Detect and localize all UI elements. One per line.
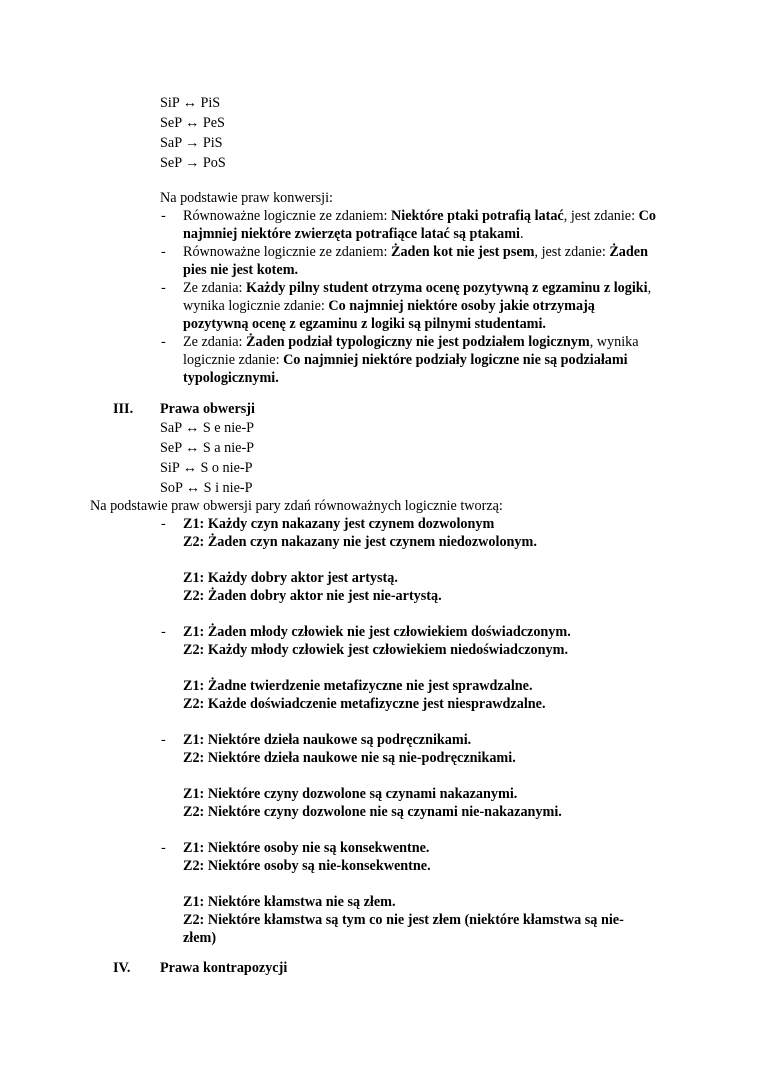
sentence-pair: Z1: Żadne twierdzenie metafizyczne nie jest sprawdzalne. Z2: Każde doświadczenie metafizyczne jest niesprawdzalne. [183, 678, 546, 712]
conversion-formulas [160, 93, 226, 173]
formula-line: SaP → PiS [160, 135, 223, 151]
formula-line: SiP ↔ PiS [160, 95, 221, 111]
pair-group [160, 515, 650, 605]
formula-line: SeP ↔ S a nie-P [160, 440, 255, 456]
sentence-pair: Z1: Niektóre dzieła naukowe są podręcznikami. Z2: Niektóre dzieła naukowe nie są nie-podręcznikami. [183, 732, 516, 766]
conversion-intro: Na podstawie praw konwersji: [160, 190, 333, 206]
obversion-formulas [160, 418, 254, 498]
sentence-pair: Z1: Niektóre kłamstwa nie są złem. Z2: Niektóre kłamstwa są tym co nie jest złem (niektóre kłamstwa są nie-złem) [183, 894, 624, 946]
list-dash: - [161, 244, 166, 260]
pair-group [160, 839, 650, 947]
sentence-pair: Z1: Żaden młody człowiek nie jest człowiekiem doświadczonym. Z2: Każdy młody człowiek jest człowiekiem niedoświadczonym. [183, 624, 571, 658]
section-number: III. [113, 401, 134, 417]
conversion-item: - Równoważne logicznie ze zdaniem: Żaden kot nie jest psem, jest zdanie: Żaden pies nie jest kotem. [161, 244, 648, 278]
list-dash: - [161, 208, 166, 224]
list-dash: - [161, 732, 166, 748]
section-number: IV. [113, 960, 131, 976]
list-dash: - [161, 334, 166, 350]
list-dash: - [161, 624, 166, 640]
pair-group [160, 623, 650, 713]
section-title: Prawa kontrapozycji [160, 960, 288, 976]
list-dash: - [161, 840, 166, 856]
conversion-list [160, 207, 660, 387]
conversion-item: - Ze zdania: Żaden podział typologiczny nie jest podziałem logicznym, wynika logicznie zdanie: Co najmniej niektóre podziały logiczne nie są podziałami typologicznymi. [161, 334, 639, 386]
formula-line: SoP ↔ S i nie-P [160, 480, 253, 496]
obversion-intro: Na podstawie praw obwersji pary zdań równoważnych logicznie tworzą: [90, 498, 503, 514]
formula-line: SiP ↔ S o nie-P [160, 460, 253, 476]
sentence-pair: Z1: Niektóre czyny dozwolone są czynami nakazanymi. Z2: Niektóre czyny dozwolone nie są czynami nie-nakazanymi. [183, 786, 562, 820]
formula-line: SaP ↔ S e nie-P [160, 420, 255, 436]
sentence-pair: Z1: Każdy dobry aktor jest artystą. Z2: Żaden dobry aktor nie jest nie-artystą. [183, 570, 442, 604]
sentence-pair: Z1: Niektóre osoby nie są konsekwentne. Z2: Niektóre osoby są nie-konsekwentne. [183, 840, 431, 874]
formula-line: SeP ↔ PeS [160, 115, 225, 131]
conversion-item: - Równoważne logicznie ze zdaniem: Niektóre ptaki potrafią latać, jest zdanie: Co najmniej niektóre zwierzęta potrafiące latać są ptakami. [161, 208, 656, 242]
pair-group [160, 731, 650, 821]
list-dash: - [161, 280, 166, 296]
formula-line: SeP → PoS [160, 155, 226, 171]
sentence-pair: Z1: Każdy czyn nakazany jest czynem dozwolonym Z2: Żaden czyn nakazany nie jest czynem niedozwolonym. [183, 516, 537, 550]
list-dash: - [161, 516, 166, 532]
obversion-pairs [160, 515, 650, 947]
conversion-item: - Ze zdania: Każdy pilny student otrzyma ocenę pozytywną z egzaminu z logiki, wynika logicznie zdanie: Co najmniej niektóre osoby jakie otrzymają pozytywną ocenę z egzaminu z logiki są pilnymi studentami. [161, 280, 652, 332]
section-title: Prawa obwersji [160, 401, 255, 417]
